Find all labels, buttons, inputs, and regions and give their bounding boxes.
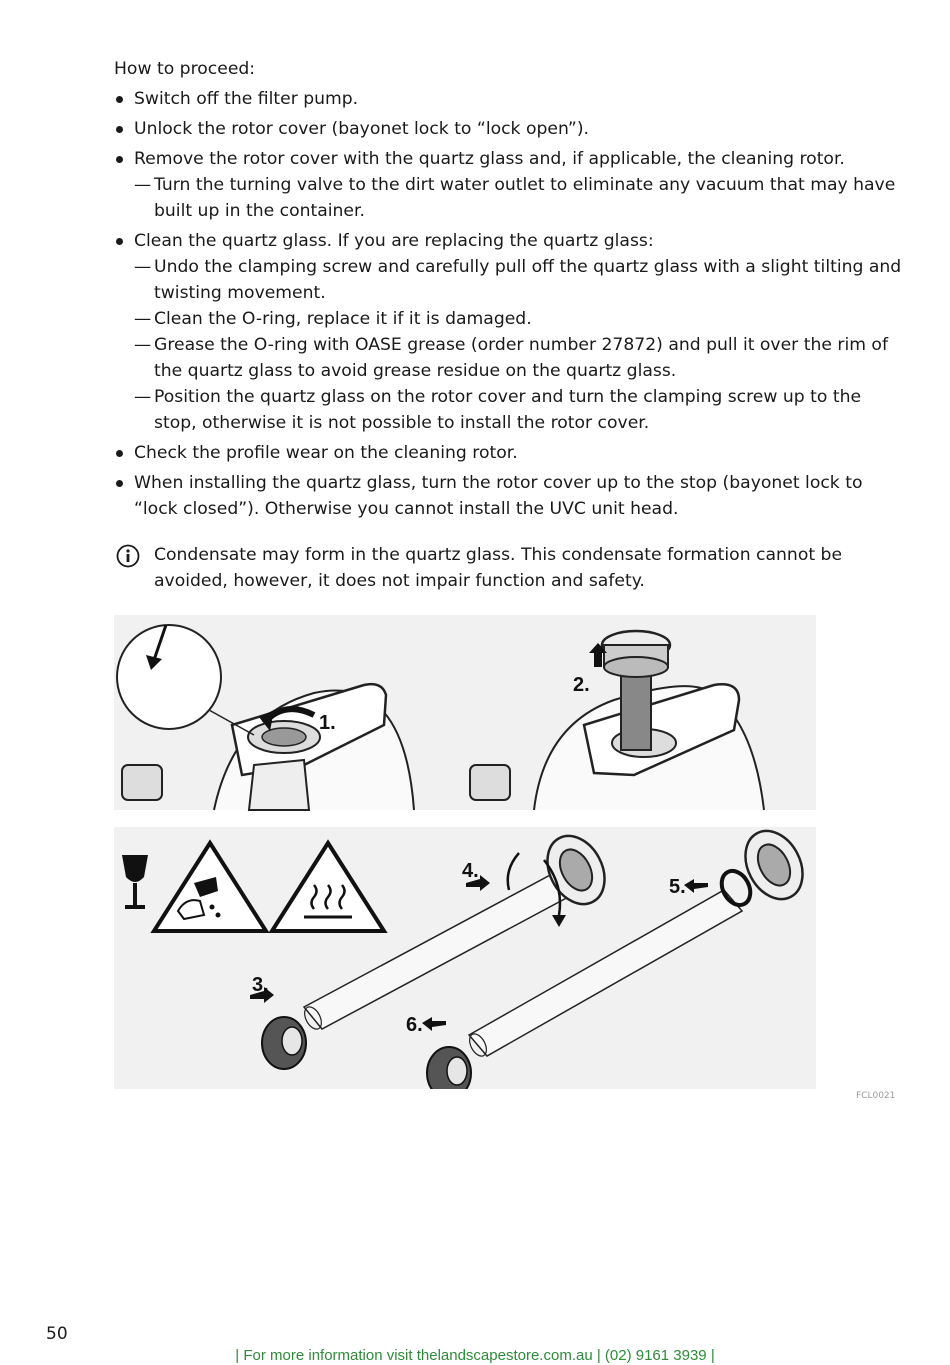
instructions [114, 56, 904, 594]
step-label-6: 6. [406, 1014, 423, 1036]
note-text: Condensate may form in the quartz glass. This condensate formation cannot be avoided, however, it does not impair function and safety. [154, 545, 843, 591]
info-note [114, 542, 904, 594]
step-label-2: 2. [573, 674, 590, 696]
sub-list [134, 254, 904, 436]
sub-list-item: — Grease the O-ring with OASE grease (order number 27872) and pull it over the rim of the quartz glass to avoid grease residue on the quartz glass. [134, 332, 904, 384]
sub-list-item: — Clean the O-ring, replace it if it is damaged. [134, 306, 904, 332]
sub-list-item: — Undo the clamping screw and carefully pull off the quartz glass with a slight tilting and twisting movement. [134, 254, 904, 306]
page-number: 50 [46, 1324, 68, 1344]
list-item: Check the profile wear on the cleaning rotor. [114, 440, 904, 466]
list-item: Remove the rotor cover with the quartz glass and, if applicable, the cleaning rotor. — Turn the turning valve to the dirt water outlet to eliminate any vacuum that may have built up in the container. [114, 146, 904, 224]
maintenance-illustration [114, 615, 816, 1089]
step-label-1: 1. [319, 712, 336, 734]
step-label-3: 3. [252, 974, 269, 996]
list-item: Unlock the rotor cover (bayonet lock to “lock open”). [114, 116, 904, 142]
list-item: Switch off the filter pump. [114, 86, 904, 112]
step-label-4: 4. [462, 860, 479, 882]
step-label-5: 5. [669, 876, 686, 898]
figure-code: FCL0021 [856, 1091, 896, 1101]
sub-list-item: — Position the quartz glass on the rotor cover and turn the clamping screw up to the stop, otherwise it is not possible to install the rotor cover. [134, 384, 904, 436]
list-item: When installing the quartz glass, turn the rotor cover up to the stop (bayonet lock to “lock closed”). Otherwise you cannot install the UVC unit head. [114, 470, 904, 522]
sub-list-item: — Turn the turning valve to the dirt water outlet to eliminate any vacuum that may have built up in the container. [134, 172, 904, 224]
list-item: Clean the quartz glass. If you are replacing the quartz glass: — Undo the clamping screw and carefully pull off the quartz glass with a slight tilting and twisting movement. — Clean the O-ring, replace it if it is damaged. — Grease the O-ring with OASE grease (order number 27872) and pull it over the rim of the quartz glass to avoid grease residue on the quartz glass. — Position the quartz glass on the rotor cover and turn the clamping screw up to the stop, otherwise it is not possible to install the rotor cover. [114, 228, 904, 436]
intro-heading: How to proceed: [114, 59, 256, 79]
footer-link[interactable]: | For more information visit thelandscapestore.com.au | (02) 9161 3939 | [235, 1347, 715, 1364]
info-icon [116, 544, 140, 568]
steps-list [114, 86, 904, 522]
sub-list [134, 172, 904, 224]
